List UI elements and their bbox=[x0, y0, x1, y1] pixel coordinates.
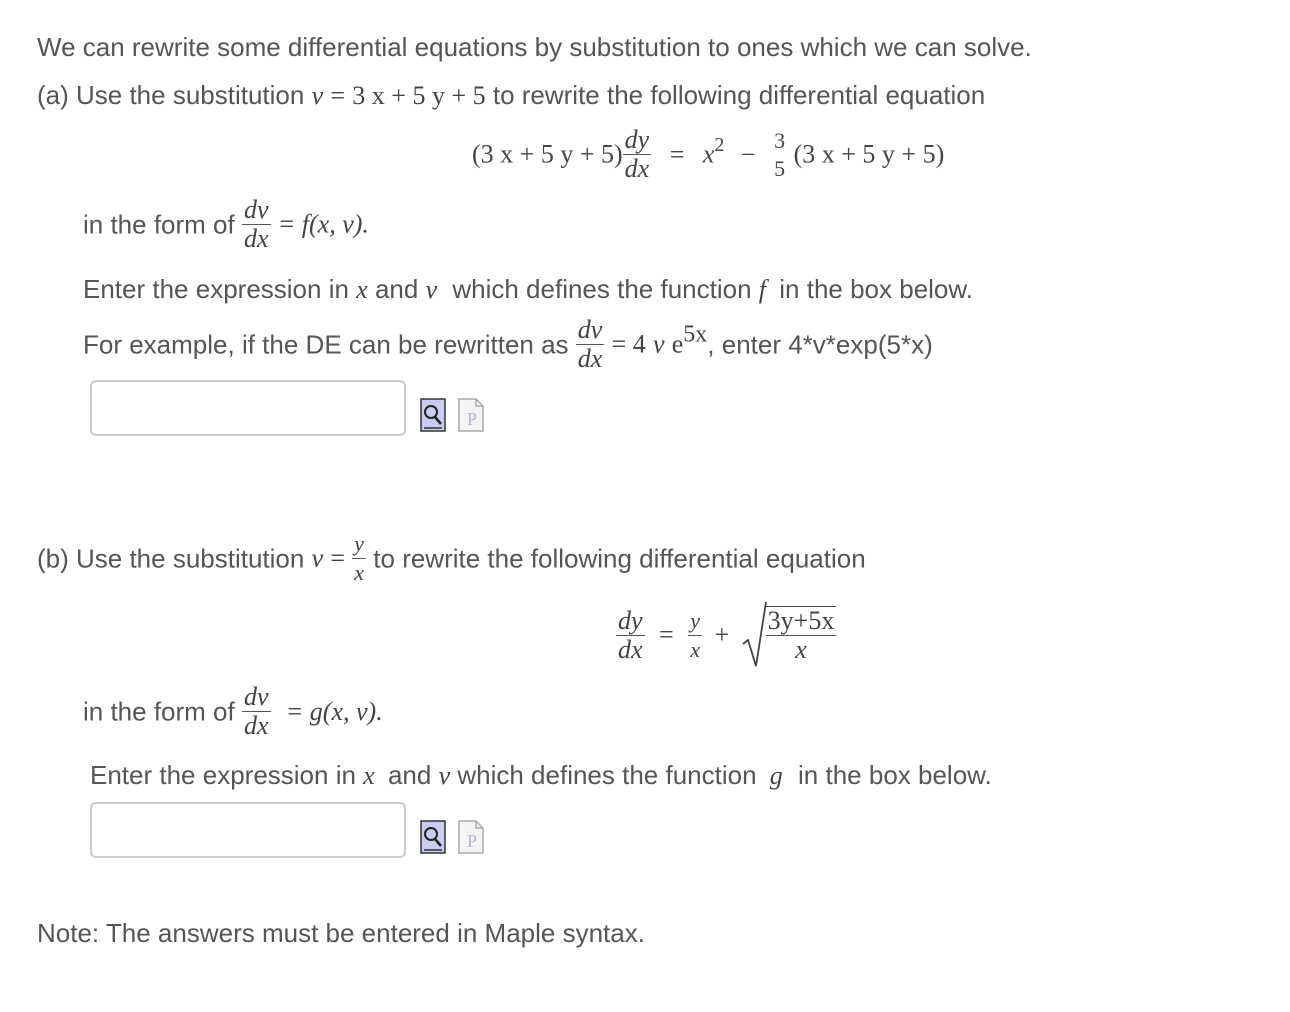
eq-a-dydx bbox=[623, 126, 652, 183]
part-a-example-e: e bbox=[671, 329, 684, 359]
svg-text:P: P bbox=[467, 831, 478, 851]
part-b-sub-num: y bbox=[352, 530, 366, 559]
eq-b-sqrt-frac bbox=[766, 607, 837, 664]
part-a-sub-eq: = bbox=[330, 81, 346, 110]
preview-icon[interactable] bbox=[420, 398, 446, 437]
part-b-heading bbox=[37, 530, 866, 587]
part-b-form-num: dv bbox=[243, 682, 269, 711]
eq-b-dy: dy bbox=[618, 605, 643, 635]
part-a-example-exp: 5x bbox=[683, 321, 708, 348]
part-a-tail: to rewrite the following differential equation bbox=[492, 80, 986, 110]
eq-a-dy: dy bbox=[624, 125, 650, 154]
part-b-sub-v: v bbox=[311, 543, 324, 573]
part-a-enter-f: f bbox=[758, 275, 767, 304]
part-b-enter-and: and bbox=[387, 760, 432, 790]
eq-b-yx bbox=[688, 607, 702, 664]
preview-icon[interactable] bbox=[420, 820, 446, 859]
eq-b-y: y bbox=[688, 607, 702, 636]
part-a-example-den: dx bbox=[577, 344, 603, 373]
eq-b-sqrt-num: 3y+5x bbox=[767, 606, 835, 635]
eq-b-sqrt-den: x bbox=[795, 635, 807, 664]
part-b-enter-x: x bbox=[363, 761, 375, 790]
part-a-heading bbox=[37, 80, 985, 111]
part-b-sub-den: x bbox=[354, 560, 365, 585]
part-b-sub-frac bbox=[352, 530, 366, 587]
part-b-enter-3: in the box below. bbox=[798, 760, 992, 790]
maple-help-icon[interactable] bbox=[458, 398, 484, 437]
eq-a-frac-num: 3 bbox=[774, 127, 786, 153]
part-b-sub-eq: = bbox=[330, 543, 346, 573]
part-b-equation bbox=[616, 606, 836, 664]
part-a-equation bbox=[472, 126, 944, 183]
part-b-tail: to rewrite the following differential equation bbox=[373, 543, 866, 574]
part-b-enter-g: g bbox=[769, 761, 783, 790]
eq-b-sqrt bbox=[742, 606, 837, 664]
sqrt-radical-icon bbox=[742, 600, 768, 672]
part-b-form-rhs: = g(x, v). bbox=[285, 696, 383, 726]
eq-a-lhs-factor: (3 x + 5 y + 5) bbox=[472, 139, 623, 169]
part-a-instructions bbox=[83, 274, 973, 305]
part-b-enter-1: Enter the expression in bbox=[90, 760, 356, 790]
part-a-enter-1: Enter the expression in bbox=[83, 274, 349, 304]
part-b-enter-v: v bbox=[438, 761, 451, 790]
part-a-label: (a) Use the substitution bbox=[37, 80, 305, 110]
part-b-label: (b) Use the substitution bbox=[37, 543, 305, 574]
part-a-enter-3: in the box below. bbox=[779, 274, 973, 304]
part-a-enter-x: x bbox=[356, 275, 368, 304]
part-a-enter-v: v bbox=[425, 275, 438, 304]
part-a-sub-expr: 3 x + 5 y + 5 bbox=[352, 81, 486, 110]
intro-text: We can rewrite some differential equations by substitution to ones which we can solve. bbox=[37, 32, 1032, 62]
part-a-form-den: dx bbox=[243, 224, 269, 253]
eq-b-dx: dx bbox=[618, 634, 643, 664]
eq-a-rhs-factor: (3 x + 5 y + 5) bbox=[793, 139, 945, 169]
part-a-example-eq: = 4 bbox=[611, 329, 646, 359]
part-a-form-num: dv bbox=[243, 195, 269, 224]
part-a-example-frac bbox=[576, 316, 605, 373]
part-a-form-rhs: = f(x, v). bbox=[277, 209, 369, 239]
part-a-answer-input[interactable] bbox=[90, 380, 406, 436]
part-a-enter-and: and bbox=[374, 274, 419, 304]
eq-b-plus: + bbox=[714, 620, 730, 649]
eq-a-minus: − bbox=[740, 139, 756, 169]
part-b-instructions bbox=[90, 760, 992, 791]
eq-b-dydx bbox=[616, 607, 645, 664]
part-a-example-2: , enter 4*v*exp(5*x) bbox=[707, 329, 933, 360]
part-a-example-v: v bbox=[652, 329, 665, 359]
eq-a-frac bbox=[772, 127, 787, 183]
part-a-example-1: For example, if the DE can be rewritten as bbox=[83, 329, 569, 360]
part-a-form-label: in the form of bbox=[83, 209, 235, 240]
part-b-enter-2: which defines the function bbox=[457, 760, 757, 790]
svg-text:P: P bbox=[467, 409, 478, 429]
eq-a-exp: 2 bbox=[714, 133, 725, 156]
part-a-example-num: dv bbox=[577, 315, 603, 344]
part-a-enter-2: which defines the function bbox=[452, 274, 752, 304]
eq-a-x: x bbox=[702, 139, 715, 169]
eq-b-x: x bbox=[690, 636, 700, 662]
note-text: Note: The answers must be entered in Maple syntax. bbox=[37, 918, 645, 948]
eq-a-equals: = bbox=[669, 139, 685, 169]
part-b-form bbox=[83, 683, 383, 740]
part-b-form-label: in the form of bbox=[83, 696, 235, 727]
maple-help-icon[interactable] bbox=[458, 820, 484, 859]
part-b-form-den: dx bbox=[243, 711, 269, 740]
part-a-form-frac bbox=[242, 196, 271, 253]
part-b-answer-input[interactable] bbox=[90, 802, 406, 858]
eq-a-frac-den: 5 bbox=[774, 155, 786, 181]
part-a-example bbox=[83, 316, 933, 373]
part-b-form-frac bbox=[242, 683, 271, 740]
eq-a-dx: dx bbox=[624, 154, 650, 183]
eq-b-equals: = bbox=[659, 620, 674, 649]
part-a-sub-v: v bbox=[311, 81, 324, 110]
part-a-form bbox=[83, 196, 369, 253]
